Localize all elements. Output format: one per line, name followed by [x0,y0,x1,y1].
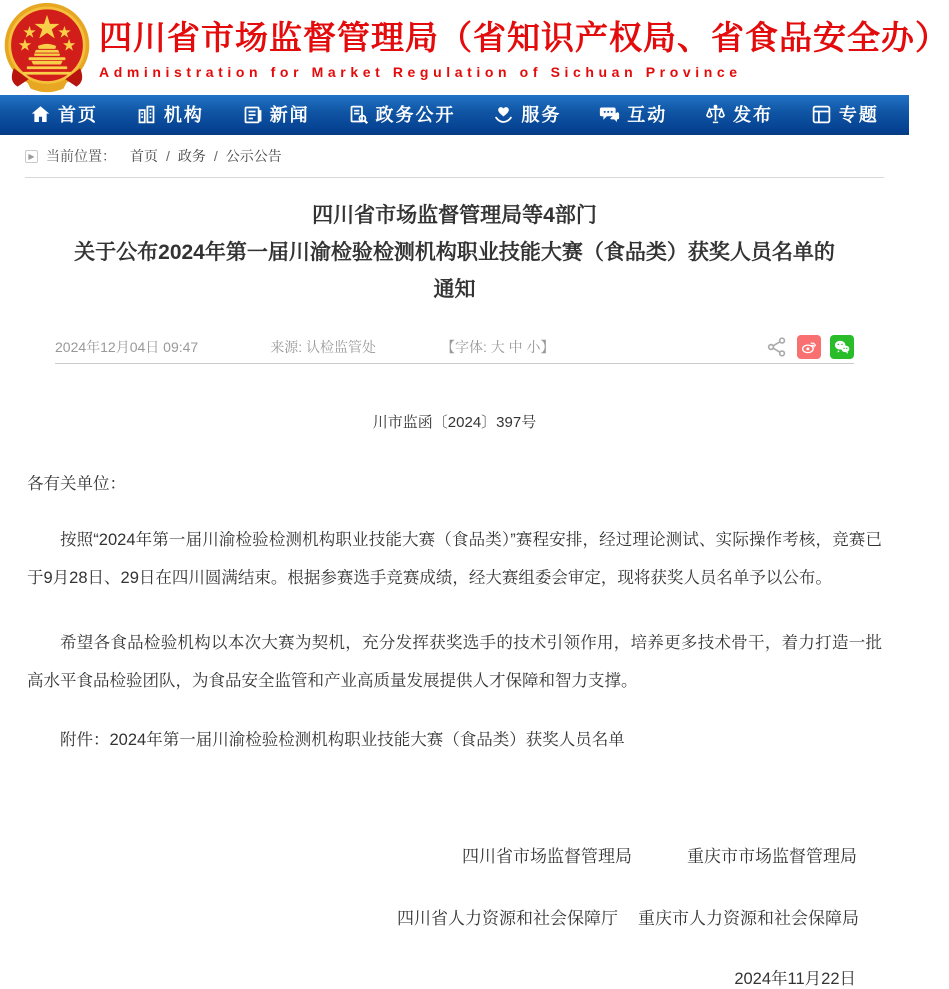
document-number: 川市监函〔2024〕397号 [372,414,537,431]
article-title-line2: 关于公布2024年第一届川渝检验检测机构职业技能大赛（食品类）获奖人员名单的 [74,241,835,264]
signature-row-1 [27,842,882,867]
salutation: 各有关单位： [27,475,126,493]
breadcrumb-separator: / [213,148,218,164]
nav-item-topics[interactable] [811,101,879,127]
nav-item-label: 互动 [627,105,668,125]
breadcrumb-item-home[interactable]: 首页 [130,148,158,164]
gov-info-icon [348,104,369,125]
article-title-line3: 通知 [433,278,476,301]
news-icon [242,104,263,125]
breadcrumb-item-notices[interactable]: 公示公告 [225,148,282,164]
weibo-icon[interactable] [797,335,821,359]
nav-item-news[interactable] [242,101,310,127]
nav-item-orgs[interactable] [136,101,204,127]
breadcrumb [25,135,884,178]
building-icon [136,104,157,125]
signature-org: 重庆市市场监督管理局 [687,847,857,866]
nav-item-gov-info[interactable] [348,101,456,127]
nav-item-services[interactable] [493,101,561,127]
attachment-line: 附件：2024年第一届川渝检验检测机构职业技能大赛（食品类）获奖人员名单 [60,731,625,749]
breadcrumb-label: 当前位置： [46,148,116,164]
chat-icon [599,104,620,125]
site-title: 四川省市场监督管理局（省知识产权局、省食品安全办） [99,18,949,56]
nav-item-label: 机构 [163,105,204,125]
nav-item-interaction[interactable] [599,101,667,127]
home-icon [30,104,51,125]
nav-item-label: 发布 [733,105,774,125]
breadcrumb-separator: / [166,148,170,164]
font-size-widget[interactable]: 【字体: 大 中 小】 [441,338,555,355]
nav-item-label: 服务 [521,105,562,125]
site-header [0,0,949,95]
header-titles [99,16,949,80]
nav-item-label: 专题 [838,105,879,125]
signature-org: 四川省人力资源和社会保障厅 [397,909,618,928]
topics-icon [811,104,832,125]
national-emblem-icon [1,2,93,94]
service-heart-hands-icon [493,104,514,125]
article-meta [55,330,854,364]
article [0,197,909,989]
nav-item-home[interactable] [30,101,98,127]
breadcrumb-item-gov[interactable]: 政务 [177,148,206,164]
nav-item-label: 新闻 [269,105,310,125]
breadcrumb-arrow-icon: ▶ [25,150,38,163]
share-nodes-icon[interactable] [766,336,788,358]
wechat-icon[interactable] [830,335,854,359]
body-paragraph: 希望各食品检验机构以本次大赛为契机，充分发挥获奖选手的技术引领作用，培养更多技术骨干，着力打造一批高水平食品检验团队，为食品安全监管和产业高质量发展提供人才保障和智力支撑。 [27,634,882,690]
site-title-english: Administration for Market Regulation of Sichuan Province [99,63,742,80]
signature-row-2 [27,904,882,929]
signature-org: 四川省市场监督管理局 [462,847,632,866]
body-paragraph: 按照“2024年第一届川渝检验检测机构职业技能大赛（食品类）”赛程安排，经过理论测试、实际操作考核，竞赛已于9月28日、29日在四川圆满结束。根据参赛选手竞赛成绩，经大赛组委会审定，现将获奖人员名单予以公布。 [27,531,882,587]
share-bar [766,335,854,359]
signature-org: 重庆市人力资源和社会保障局 [638,909,859,928]
main-nav [0,95,909,135]
signature-date: 2024年11月22日 [734,970,856,988]
scales-icon [705,104,726,125]
nav-item-label: 政务公开 [375,105,456,125]
nav-item-label: 首页 [58,105,98,125]
publish-datetime: 2024年12月04日 09:47 [55,338,199,355]
source-label: 来源: 认检监管处 [270,338,376,355]
article-title-line1: 四川省市场监督管理局等4部门 [312,204,597,227]
article-title [27,197,882,308]
nav-item-release[interactable] [705,101,773,127]
